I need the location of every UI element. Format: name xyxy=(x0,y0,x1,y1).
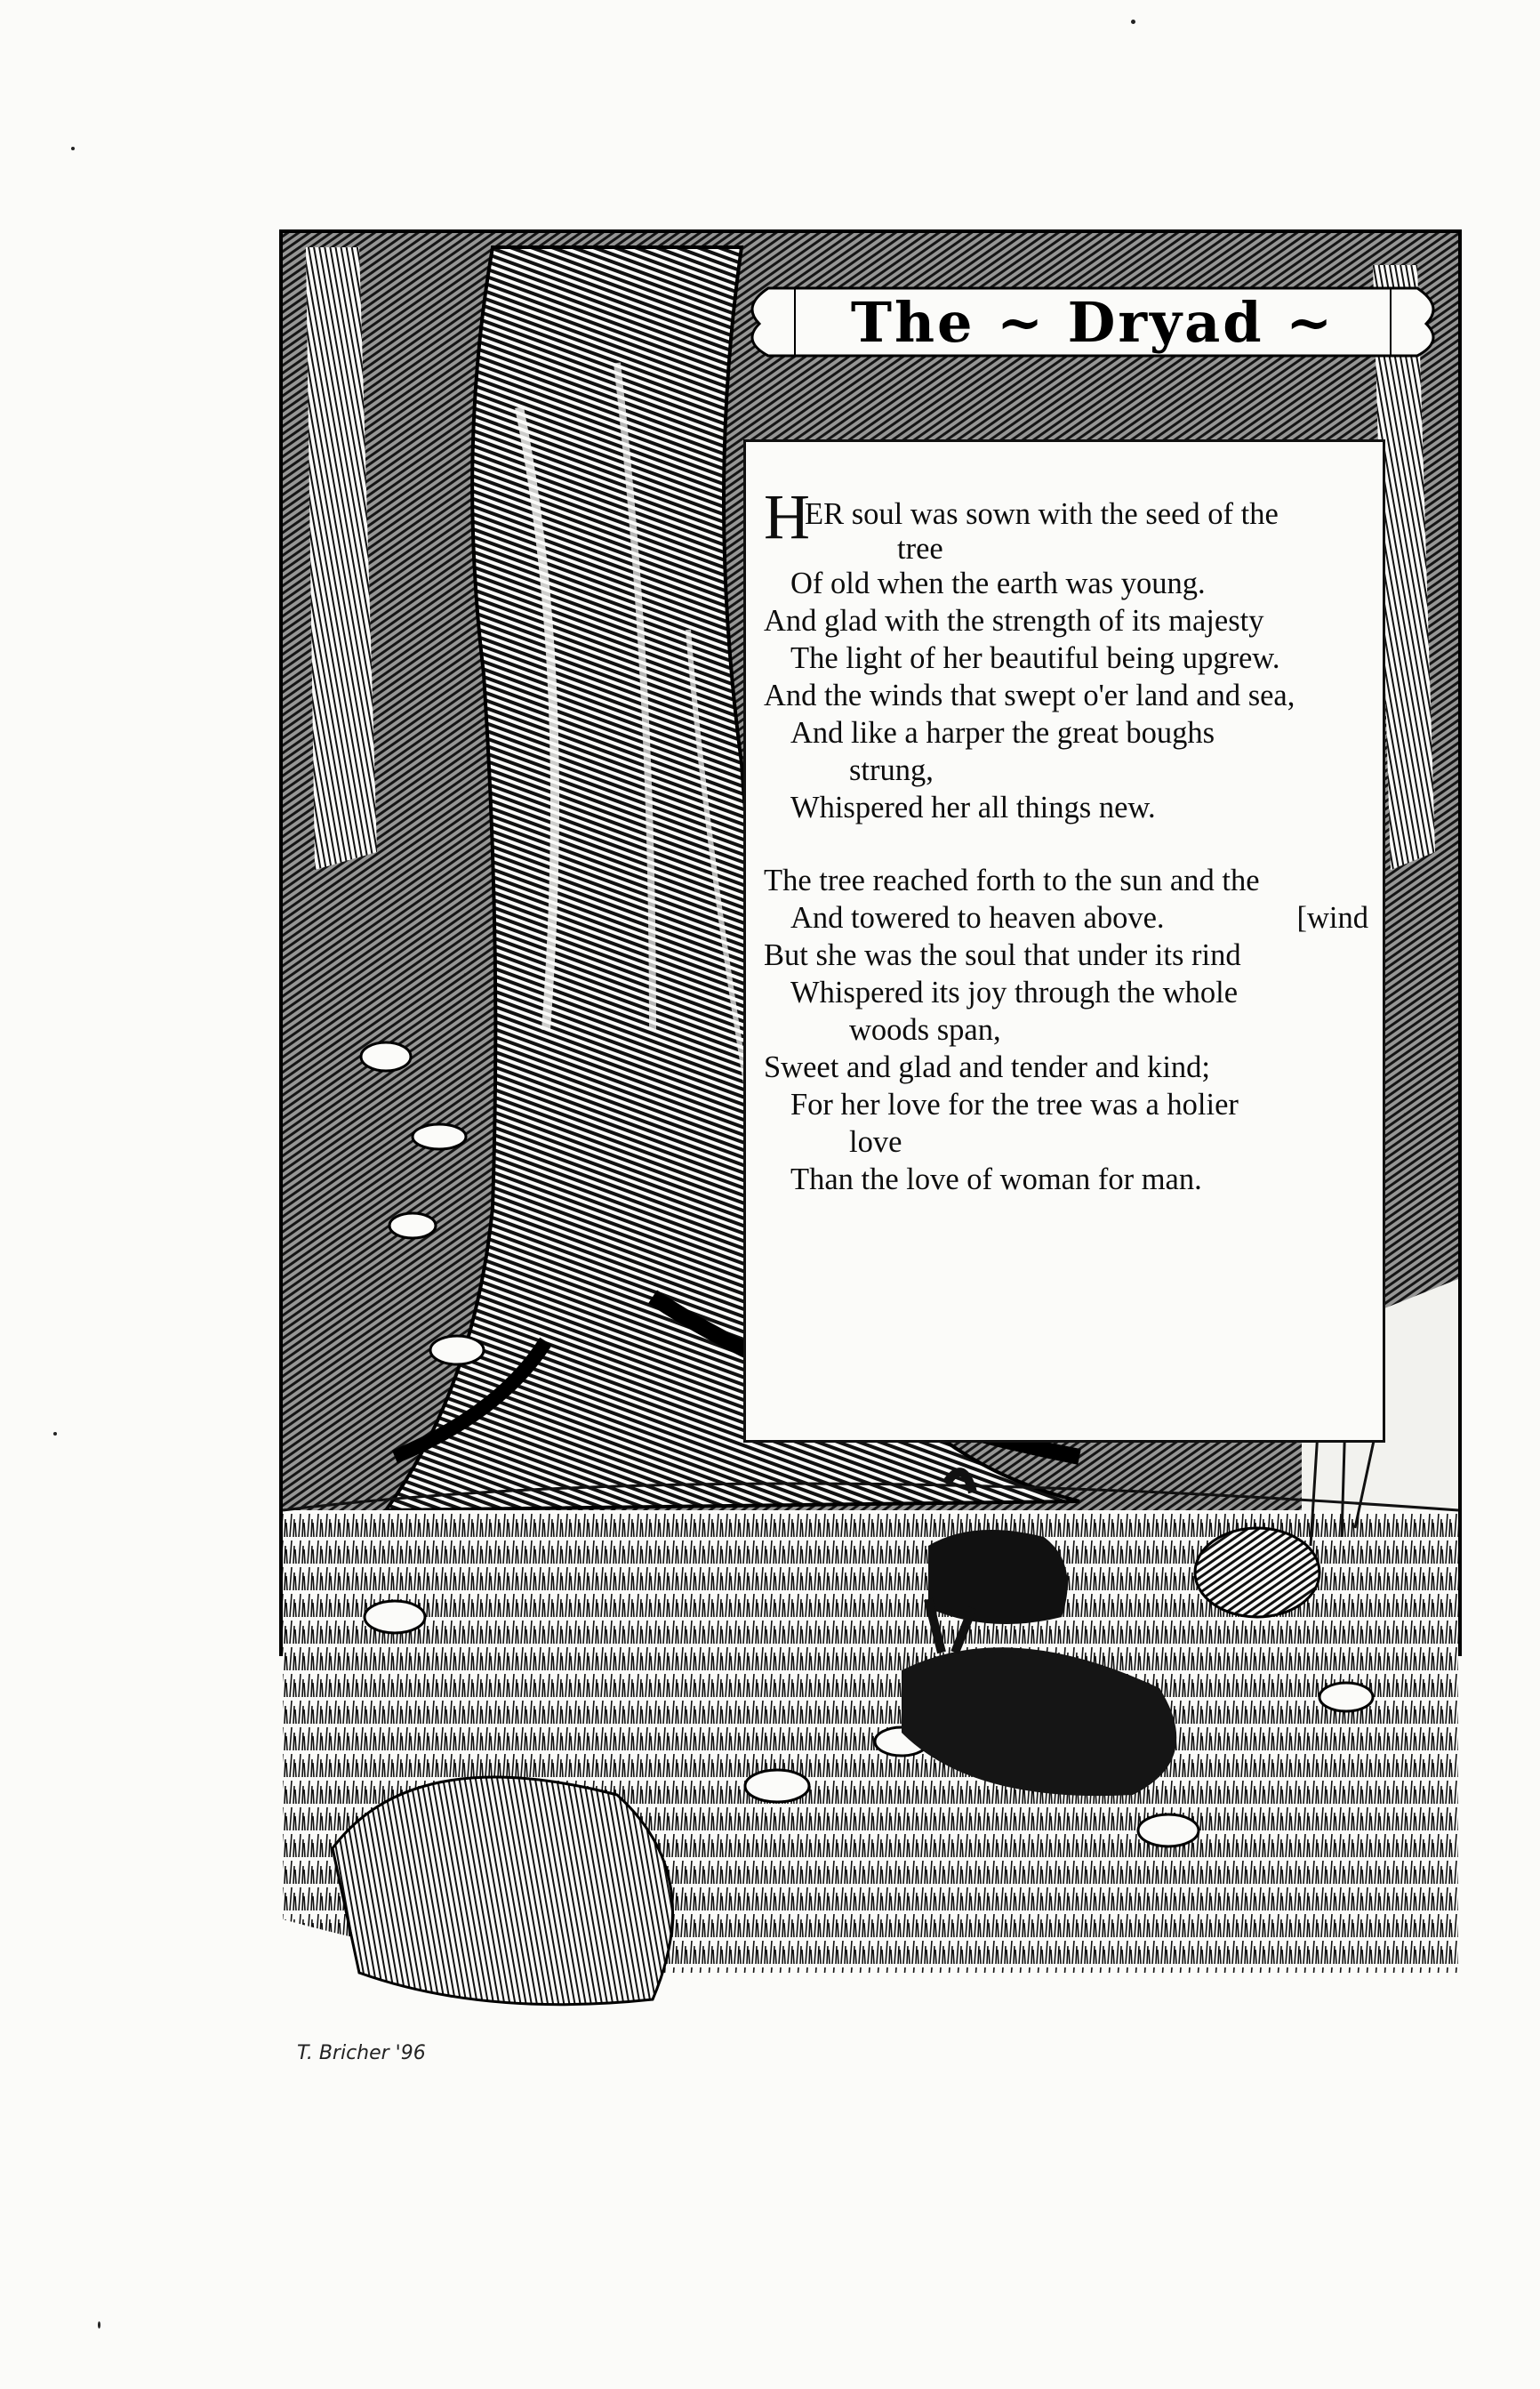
poem-line-17: love xyxy=(849,1125,902,1159)
poem-line-16: For her love for the tree was a holier xyxy=(790,1088,1239,1122)
poem-line-12: But she was the soul that under its rind xyxy=(764,938,1241,972)
poem-line-9: Whispered her all things new. xyxy=(790,791,1156,824)
poem-line-7: And like a harper the great boughs xyxy=(790,716,1215,750)
poem-line-10: The tree reached forth to the sun and the xyxy=(764,864,1260,897)
poem-line-8: strung, xyxy=(849,753,934,787)
stanza-break xyxy=(764,826,1377,862)
print-speck xyxy=(1131,20,1135,24)
artist-signature: T. Bricher '96 xyxy=(297,2042,426,2064)
print-speck xyxy=(53,1432,57,1436)
illustrated-page xyxy=(279,229,1462,2079)
turnover-word: [wind xyxy=(1296,901,1368,935)
poem-line-14: woods span, xyxy=(849,1013,1001,1047)
poem-line-15: Sweet and glad and tender and kind; xyxy=(764,1050,1211,1084)
poem-line-11 xyxy=(764,899,1377,937)
poem-line-2: tree xyxy=(897,532,943,566)
poem-text xyxy=(764,481,1377,1198)
poem-line-6: And the winds that swept o'er land and sea, xyxy=(764,679,1295,712)
poem-panel xyxy=(743,439,1385,1443)
poem-line-4: And glad with the strength of its majesty xyxy=(764,604,1264,638)
poem-line-3: Of old when the earth was young. xyxy=(790,567,1206,600)
poem-line-text: And towered to heaven above. xyxy=(790,901,1165,935)
drop-cap: H xyxy=(764,481,810,552)
poem-line-13: Whispered its joy through the whole xyxy=(790,976,1239,1009)
page-title: The ~ Dryad ~ xyxy=(850,289,1335,355)
print-speck xyxy=(98,2321,100,2329)
poem-line-text: ER soul was sown with the seed of the xyxy=(805,497,1279,531)
print-speck xyxy=(71,147,75,150)
poem-line-18: Than the love of woman for man. xyxy=(790,1162,1202,1196)
poem-line-5: The light of her beautiful being upgrew. xyxy=(790,641,1280,675)
